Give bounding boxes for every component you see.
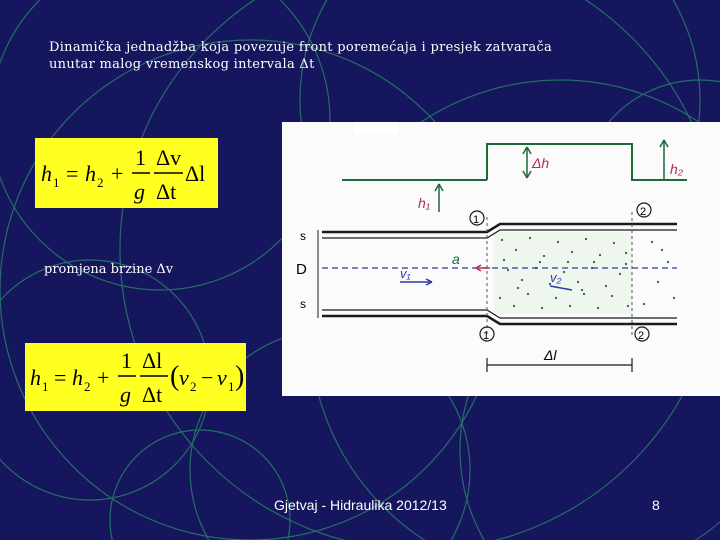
eq2-v1: v xyxy=(217,365,227,390)
page-number: 8 xyxy=(652,497,660,513)
eq2-h2: h xyxy=(72,365,83,390)
title-line-2: unutar malog vremenskog intervala Δt xyxy=(49,57,315,72)
eq2-plus: + xyxy=(97,365,110,390)
label-h1: h₁ xyxy=(418,195,431,211)
eq2-frac2-den: Δt xyxy=(142,382,163,407)
eq1-frac1-den: g xyxy=(134,179,145,204)
label-h2: h₂ xyxy=(670,161,684,177)
title-line-1: Dinamička jednadžba koja povezuje front poremećaja i presjek zatvarača xyxy=(49,40,553,55)
eq2-equals: = xyxy=(54,365,67,390)
eq2-paren-open: ( xyxy=(170,361,180,392)
eq1-frac2-den: Δt xyxy=(156,179,177,204)
section-1-bottom: 1 xyxy=(483,330,490,342)
equation-1 xyxy=(35,138,218,208)
eq1-h2-sub: 2 xyxy=(97,175,104,190)
eq1-h1: h xyxy=(41,161,52,186)
eq2-frac2-num: Δl xyxy=(142,348,163,373)
label-v2: v₂ xyxy=(550,270,562,285)
label-a: a xyxy=(452,251,460,267)
eq2-frac1-den: g xyxy=(120,382,131,407)
eq2-h2-sub: 2 xyxy=(84,379,91,394)
eq1-plus: + xyxy=(111,161,124,186)
label-D: D xyxy=(296,261,307,278)
label-s-top: s xyxy=(300,229,306,243)
label-s-bottom: s xyxy=(300,297,306,311)
velocity-change-label: promjena brzine Δv xyxy=(44,262,174,277)
eq1-frac2-num: Δv xyxy=(156,145,182,170)
eq1-h2: h xyxy=(85,161,96,186)
eq2-h1-sub: 1 xyxy=(42,379,49,394)
eq1-frac1-num: 1 xyxy=(135,145,146,170)
label-v1: v₁ xyxy=(400,266,411,281)
eq1-equals: = xyxy=(66,161,79,186)
eq1-tail: Δl xyxy=(185,161,206,186)
eq2-frac1-num: 1 xyxy=(121,348,132,373)
eq2-h1: h xyxy=(30,365,41,390)
eq1-h1-sub: 1 xyxy=(53,175,60,190)
equation-1-box xyxy=(35,138,218,208)
slide-title xyxy=(49,39,609,73)
equation-2-box xyxy=(25,343,246,411)
section-1-top: 1 xyxy=(473,214,480,226)
eq2-minus: − xyxy=(201,365,214,390)
eq2-v1-sub: 1 xyxy=(228,379,235,394)
pipe-sketch xyxy=(282,122,720,396)
eq2-v2-sub: 2 xyxy=(190,379,197,394)
section-2-top: 2 xyxy=(640,206,647,218)
section-2-bottom: 2 xyxy=(638,330,645,342)
equation-2 xyxy=(25,343,246,411)
eq2-paren-close: ) xyxy=(235,361,245,392)
footer-course: Gjetvaj - Hidraulika 2012/13 xyxy=(274,497,447,513)
eq2-v2: v xyxy=(179,365,189,390)
pipe-sketch-photo xyxy=(282,122,720,396)
label-dh: Δh xyxy=(532,155,550,171)
label-dl: Δl xyxy=(544,347,557,363)
